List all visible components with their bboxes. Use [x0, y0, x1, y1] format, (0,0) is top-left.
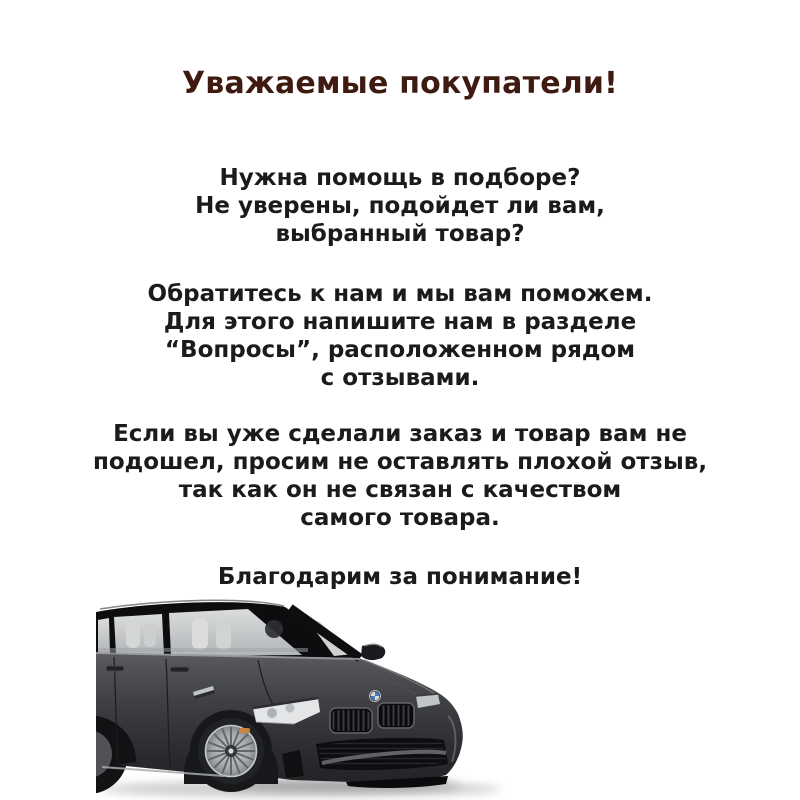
paragraph-line: Обратитесь к нам и мы вам поможем.	[147, 281, 653, 307]
paragraph-line: Для этого напишите нам в разделе	[163, 309, 637, 335]
car-sedan-image	[96, 596, 566, 800]
door-handle	[106, 666, 124, 671]
paragraph-line: так как он не связан с качеством	[178, 477, 622, 503]
paragraph-line: “Вопросы”, расположенном рядом	[164, 337, 636, 363]
door-handle	[170, 667, 189, 672]
lower-intake	[316, 738, 448, 770]
closing-line: Благодарим за понимание!	[217, 564, 583, 590]
side-marker	[239, 728, 250, 733]
paragraph-line: выбранный товар?	[275, 221, 525, 247]
paragraph-line: Не уверены, подойдет ли вам,	[195, 193, 605, 219]
page-title: Уважаемые покупатели!	[181, 66, 619, 101]
paragraph-review	[0, 420, 800, 532]
paragraph-contact	[0, 280, 800, 392]
paragraph-line: Если вы уже сделали заказ и товар вам не	[113, 421, 687, 447]
paragraph-help	[0, 164, 800, 248]
paragraph-line: Нужна помощь в подборе?	[219, 165, 581, 191]
brand-roundel	[370, 691, 381, 702]
paragraph-line: самого товара.	[300, 505, 500, 531]
paragraph-line: с отзывами.	[320, 365, 480, 391]
paragraph-line: подошел, просим не оставлять плохой отзыв,	[92, 449, 708, 475]
car-illustration	[96, 596, 566, 800]
